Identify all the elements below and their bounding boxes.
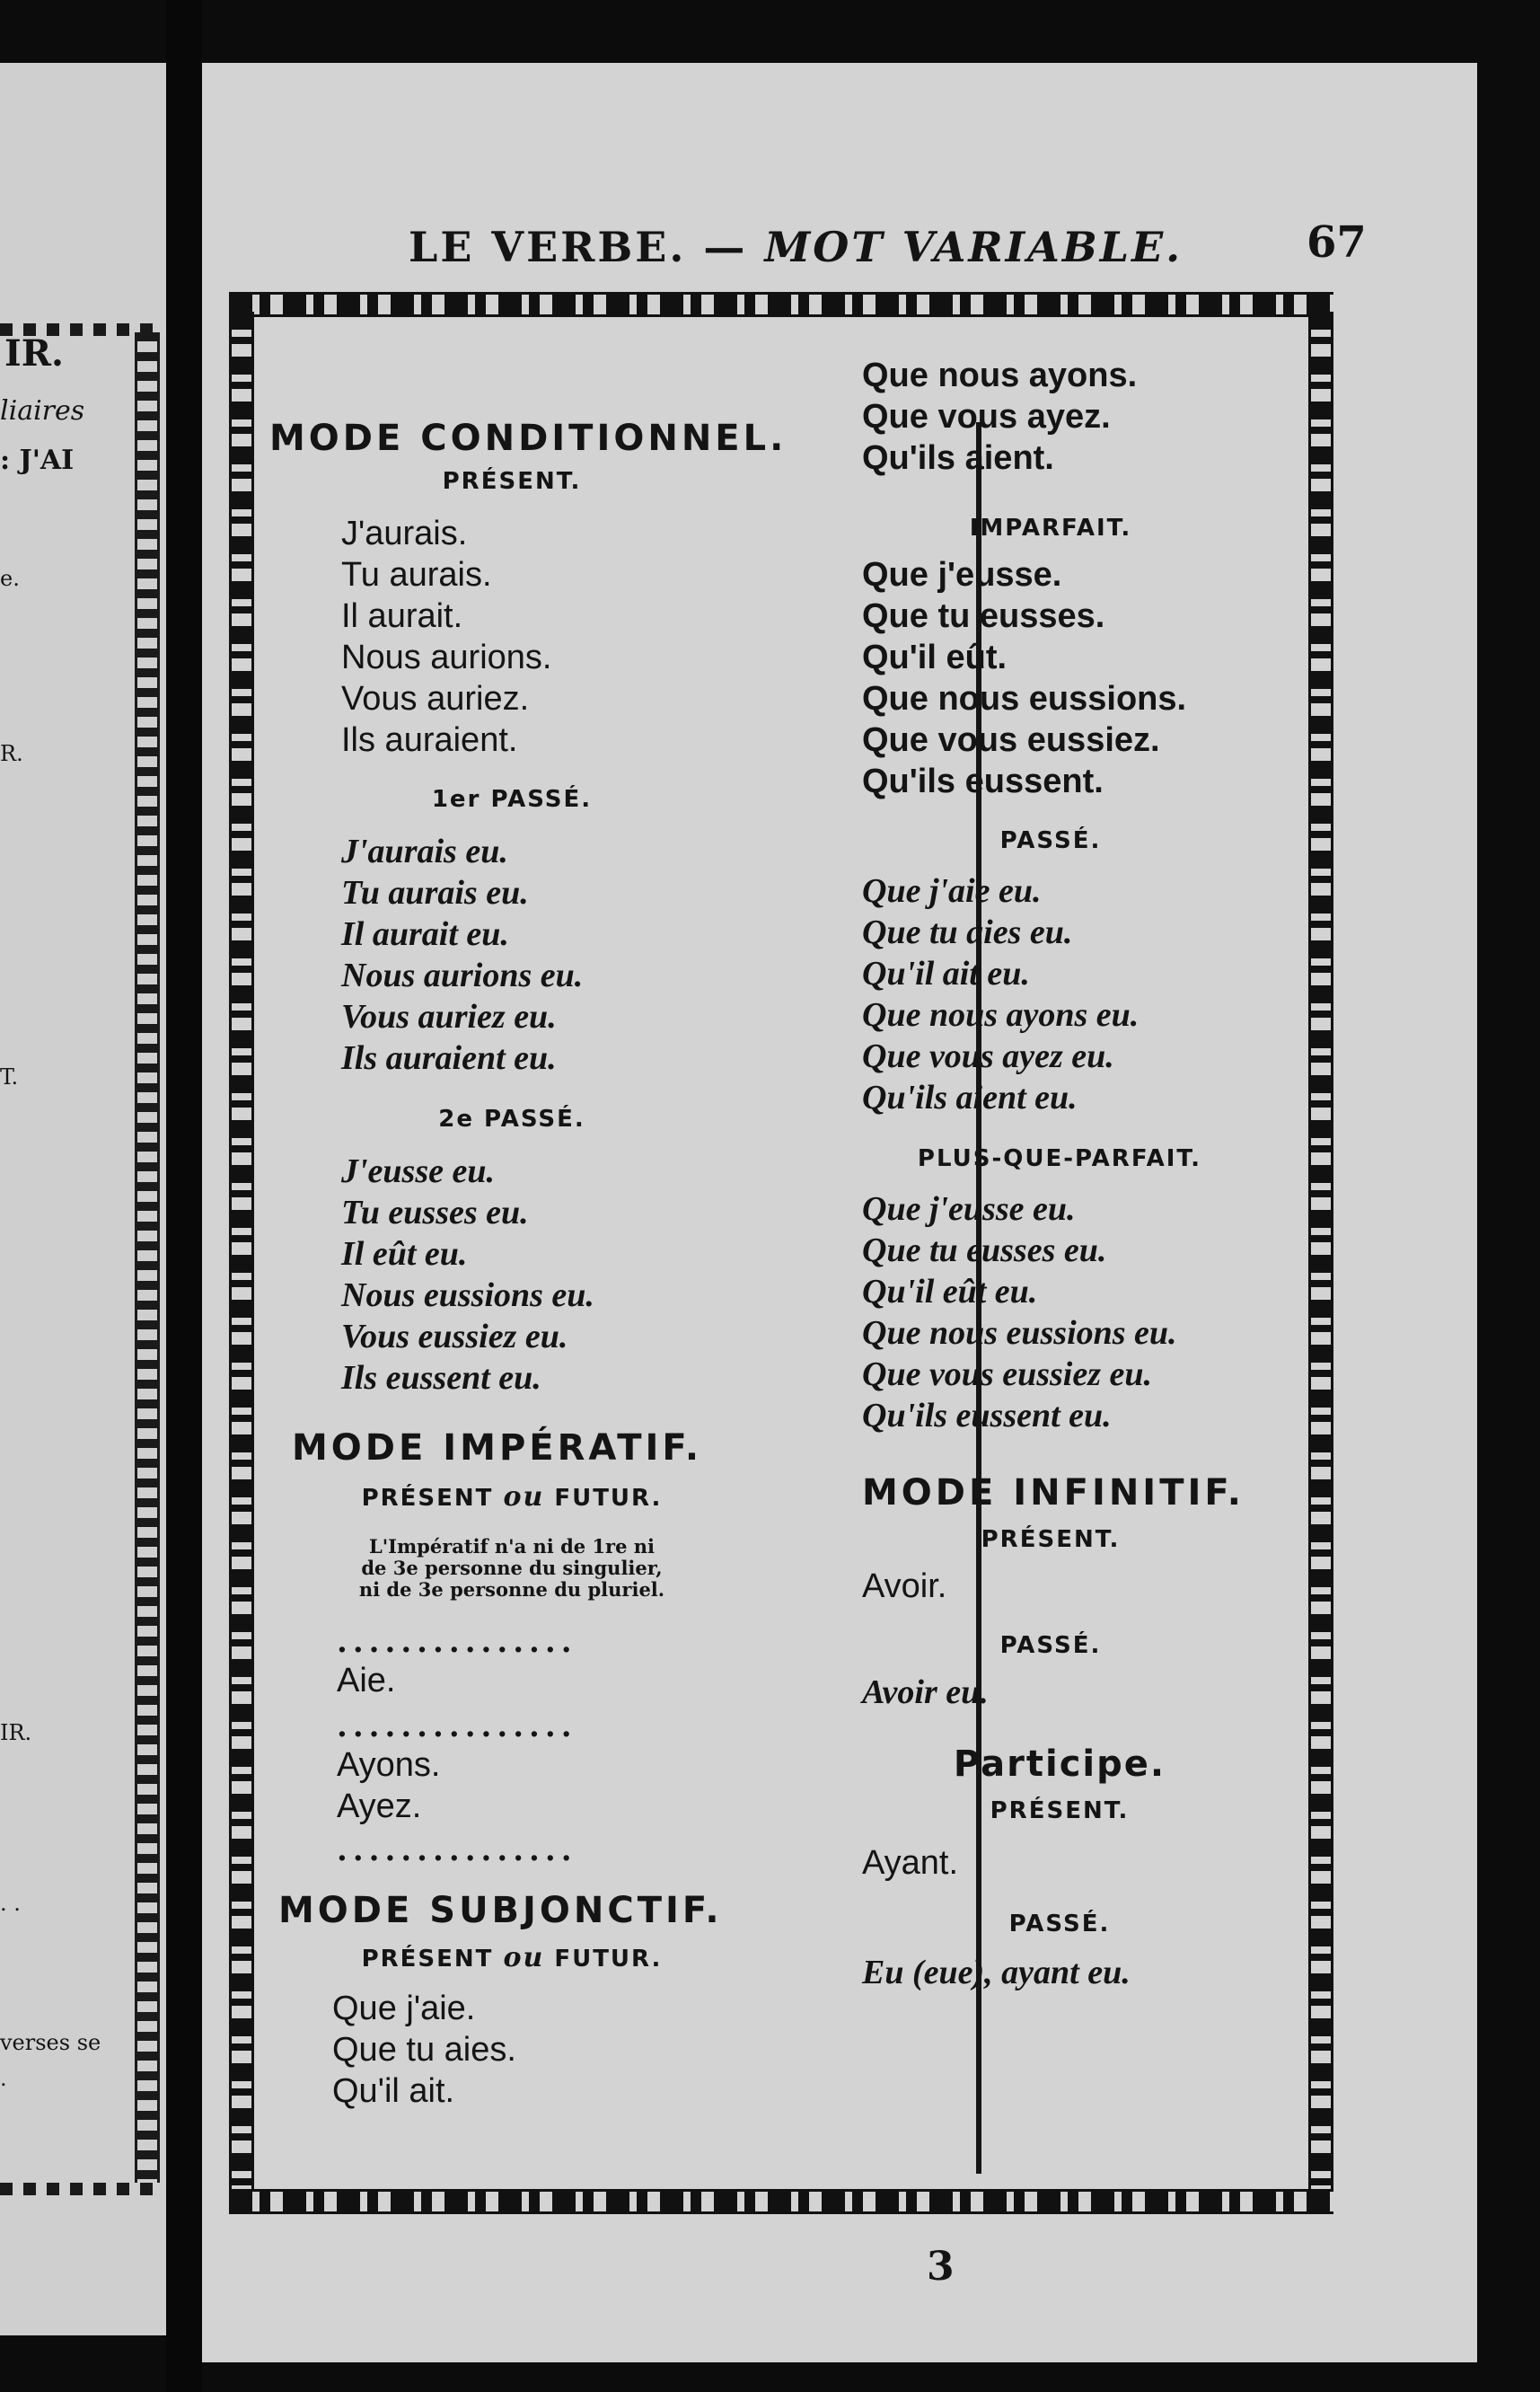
participe-title: Participe. <box>953 1743 1166 1785</box>
conjugation-line: Qu'il ait. <box>332 2072 455 2110</box>
conjugation-line: Qu'ils eussent. <box>862 763 1104 800</box>
note-line: de 3e personne du singulier, <box>361 1557 663 1579</box>
conjugation-line: Que tu eusses eu. <box>862 1231 1107 1269</box>
participe-present: Ayant. <box>862 1844 959 1882</box>
conjugation-line: Que vous eussiez. <box>862 721 1160 759</box>
conjugation-line: Que nous ayons. <box>862 357 1138 394</box>
tense-label <box>260 1481 763 1513</box>
ellipsis-placeholder: ............... <box>337 1708 577 1744</box>
conjugation-line: Que tu aies eu. <box>862 914 1073 951</box>
previous-page-border <box>135 332 160 2183</box>
conjugation-line: Vous auriez eu. <box>341 998 557 1036</box>
tense-label-part: FUTUR. <box>544 1946 663 1973</box>
tense-label-part: PRÉSENT <box>361 1485 504 1512</box>
previous-page-fragment: . . <box>0 1891 21 1916</box>
conjugation-line: Ils auraient. <box>341 721 518 759</box>
mode-infinitif-title: MODE INFINITIF. <box>862 1472 1245 1514</box>
previous-page-fragment: T. <box>0 1064 19 1090</box>
conjugation-line: Tu aurais eu. <box>341 874 529 912</box>
tense-label: PRÉSENT. <box>442 468 582 495</box>
signature-mark: 3 <box>927 2244 955 2290</box>
previous-page-border-bottom <box>0 2183 157 2195</box>
conjugation-line: J'aurais. <box>341 515 468 552</box>
infinitif-present: Avoir. <box>862 1567 947 1605</box>
note-line: L'Impératif n'a ni de 1re ni <box>368 1535 656 1558</box>
previous-page-fragment: IR. <box>4 332 64 375</box>
right-column <box>862 355 1365 1993</box>
conjugation-line: Que j'aie eu. <box>862 872 1042 910</box>
conjugation-list <box>862 554 1365 802</box>
conjugation-line: Que tu eusses. <box>862 597 1105 635</box>
mode-conditionnel-title: MODE CONDITIONNEL. <box>269 418 788 459</box>
conjugation-line: Il aurait eu. <box>341 915 509 953</box>
tense-label: 2e PASSÉ. <box>438 1106 585 1133</box>
conjugation-line: Tu eusses eu. <box>341 1194 529 1231</box>
conjugation-line: Que tu aies. <box>332 2031 516 2069</box>
ellipsis-placeholder: ............... <box>337 1624 577 1660</box>
book-gutter <box>166 0 202 2392</box>
conjugation-line: Nous aurions eu. <box>341 957 584 994</box>
tense-label: PRÉSENT. <box>981 1526 1121 1553</box>
tense-label-ou: ou <box>503 1942 545 1973</box>
header-title-italic: MOT VARIABLE. <box>764 223 1184 271</box>
previous-page-fragment: verses se <box>0 2030 101 2055</box>
conjugation-line: Qu'ils eussent eu. <box>862 1397 1112 1434</box>
conjugation-line: Tu aurais. <box>341 556 492 594</box>
participe-passe: Eu (eue), ayant eu. <box>862 1954 1131 1991</box>
conjugation-line: Ayons. <box>337 1746 441 1784</box>
conjugation-line: Aie. <box>337 1662 396 1699</box>
tense-label: PASSÉ. <box>1008 1911 1111 1937</box>
conjugation-line: Qu'il eût. <box>862 639 1008 676</box>
tense-label <box>260 1942 763 1973</box>
page-number: 67 <box>1307 217 1367 268</box>
ellipsis-placeholder: ............... <box>337 1832 577 1868</box>
mode-subjonctif-title: MODE SUBJONCTIF. <box>278 1890 723 1931</box>
conjugation-line: Que vous ayez. <box>862 398 1111 436</box>
conjugation-line: Que nous ayons eu. <box>862 996 1140 1034</box>
header-title: LE VERBE. — <box>409 223 765 271</box>
conjugation-line: Que vous ayez eu. <box>862 1037 1114 1075</box>
running-header <box>409 223 1387 271</box>
tense-label-part: PRÉSENT <box>361 1946 504 1973</box>
conjugation-line: Que vous eussiez eu. <box>862 1355 1153 1393</box>
conjugation-line: Nous aurions. <box>341 639 552 676</box>
conjugation-line: J'eusse eu. <box>341 1152 495 1190</box>
conjugation-line: Qu'il ait eu. <box>862 955 1030 993</box>
tense-label: PASSÉ. <box>999 1632 1102 1659</box>
previous-page-fragment: liaires <box>0 395 85 427</box>
tense-label: IMPARFAIT. <box>969 515 1132 542</box>
imperatif-note <box>260 1536 763 1601</box>
tense-label-part: FUTUR. <box>544 1485 663 1512</box>
conjugation-line: J'aurais eu. <box>341 833 508 870</box>
conjugation-line: Que j'aie. <box>332 1990 476 2027</box>
conjugation-line: Ils eussent eu. <box>341 1359 541 1397</box>
conjugation-line: Que j'eusse. <box>862 556 1062 594</box>
previous-page-fragment: e. <box>0 566 20 591</box>
tense-label: PASSÉ. <box>999 827 1102 854</box>
previous-page-fragment: IR. <box>0 1720 32 1745</box>
tense-label: 1er PASSÉ. <box>431 786 593 813</box>
mode-imperatif-title: MODE IMPÉRATIF. <box>292 1427 703 1469</box>
conjugation-list <box>332 1988 970 2112</box>
conjugation-line: Que nous eussions eu. <box>862 1314 1177 1352</box>
book-page <box>202 63 1477 2362</box>
conjugation-line: Vous auriez. <box>341 680 530 718</box>
conjugation-line: Que j'eusse eu. <box>862 1190 1076 1228</box>
conjugation-list <box>862 355 1365 479</box>
conjugation-list <box>862 870 1365 1118</box>
conjugation-line: Il eût eu. <box>341 1235 468 1273</box>
conjugation-list <box>862 1188 1365 1436</box>
frame-border-bottom <box>229 2189 1333 2214</box>
conjugation-line: Il aurait. <box>341 597 463 635</box>
frame-border-top <box>229 292 1333 317</box>
previous-page-fragment: R. <box>0 741 23 766</box>
previous-page-fragment: : J'AI <box>0 445 75 476</box>
conjugation-line: Qu'ils aient. <box>862 439 1054 477</box>
previous-page-fragment: . <box>0 2066 7 2091</box>
conjugation-line: Qu'ils aient eu. <box>862 1079 1078 1117</box>
conjugation-line: Que nous eussions. <box>862 680 1187 718</box>
note-line: ni de 3e personne du pluriel. <box>358 1578 665 1601</box>
conjugation-line: Ayez. <box>337 1787 422 1825</box>
conjugation-line: Vous eussiez eu. <box>341 1318 568 1355</box>
conjugation-line: Qu'il eût eu. <box>862 1273 1038 1311</box>
conjugation-line: Ils auraient eu. <box>341 1039 557 1077</box>
frame-border-left <box>229 312 254 2194</box>
infinitif-passe: Avoir eu. <box>862 1673 989 1711</box>
tense-label: PLUS-QUE-PARFAIT. <box>917 1145 1202 1172</box>
conjugation-line: Nous eussions eu. <box>341 1276 594 1314</box>
tense-label: PRÉSENT. <box>990 1797 1130 1824</box>
previous-page-strip <box>0 63 166 2335</box>
tense-label-ou: ou <box>503 1481 545 1513</box>
